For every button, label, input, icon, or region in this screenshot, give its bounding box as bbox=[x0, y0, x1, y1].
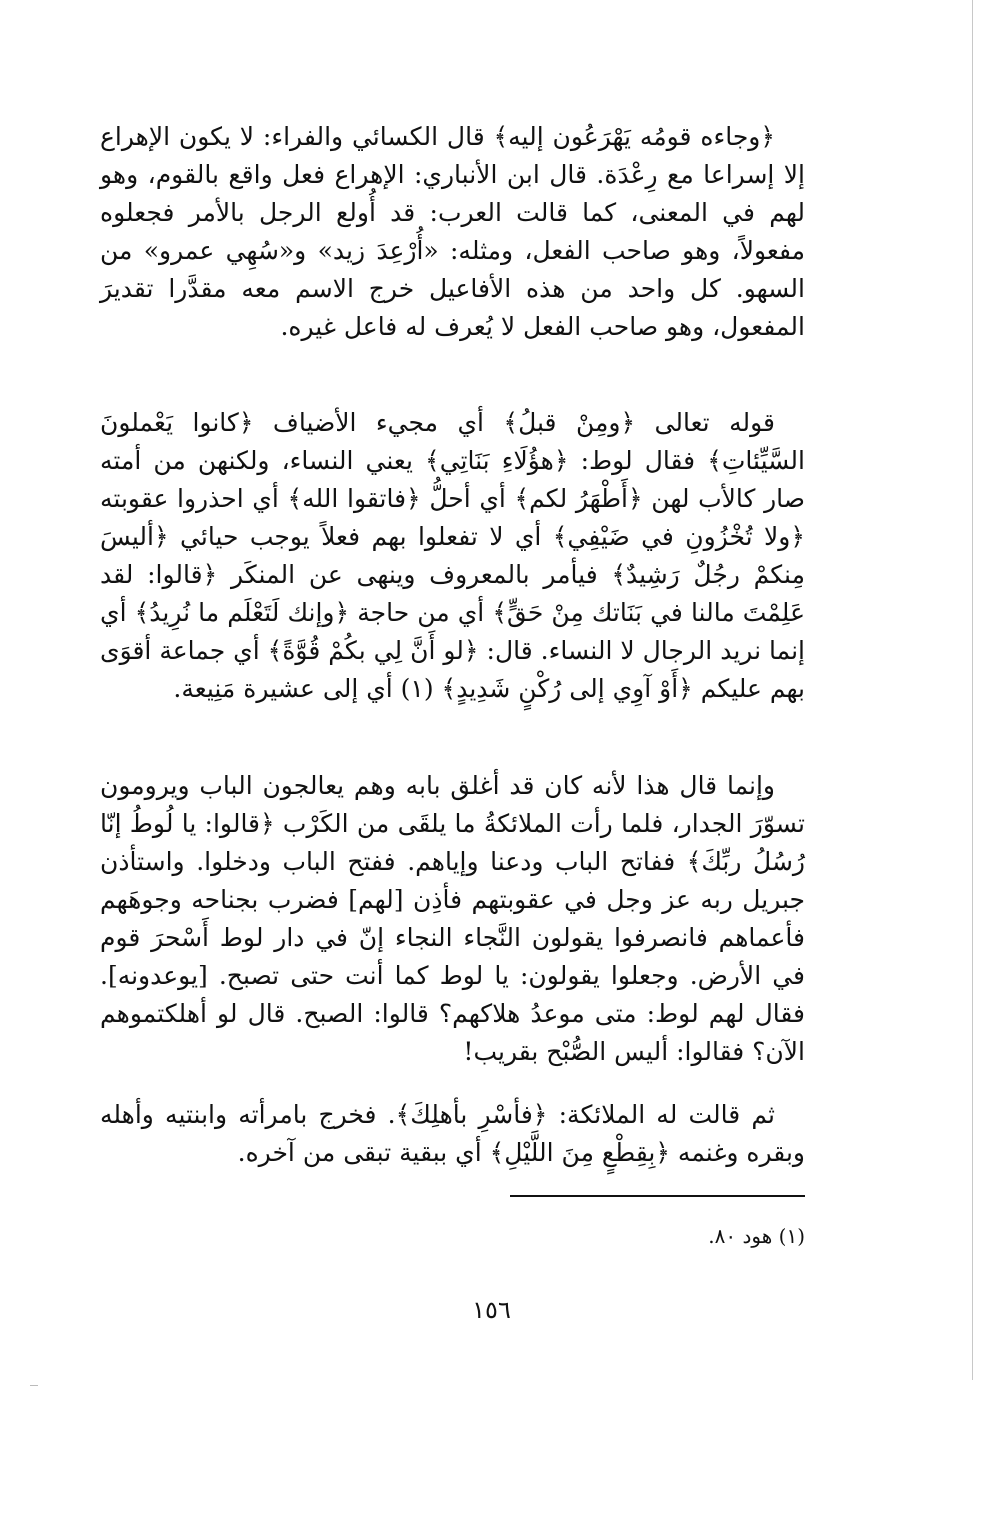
paragraph-3-text: وإنما قال هذا لأنه كان قد أغلق بابه وهم يعالجون الباب ويرومون تسوّرَ الجدار، فلما رأت الملائكةُ ما يلقَى من الكَرْب ﴿قالوا: يا لُوطُ إنّا رُسُلُ ربِّكَ﴾ ففاتح الباب ودعنا وإياهم. ففتح الباب ودخلوا. واستأذن جبريل ربه عز وجل في عقوبتهم فأذِن [لهم] فضرب بجناحه وجوهَهم فأعماهم فانصرفوا يقولون النَّجاء النجاء إنّ في دار لوط أَسْحرَ قوم في الأرض. وجعلوا يقولون: يا لوط كما أنت حتى تصبح. [يوعدونه]. فقال لهم لوط: متى موعدُ هلاكهم؟ قالوا: الصبح. قال لو أهلكتموهم الآن؟ فقالوا: أليس الصُّبْح بقريب! bbox=[100, 771, 805, 1066]
footnote: (١) هود ٨٠. bbox=[708, 1224, 805, 1248]
footnote-divider bbox=[510, 1195, 805, 1197]
paragraph-3 bbox=[100, 767, 805, 1071]
paragraph-4 bbox=[100, 1096, 805, 1172]
paragraph-2-text: قوله تعالى ﴿ومِنْ قبلُ﴾ أي مجيء الأضياف ﴿كانوا يَعْملونَ السَّيِّئاتِ﴾ فقال لوط: ﴿هؤُلَاءِ بَنَاتِي﴾ يعني النساء، ولكنهن من أمته صار كالأب لهن ﴿أَطْهَرُ لكم﴾ أي أحلُّ ﴿فاتقوا الله﴾ أي احذروا عقوبته ﴿ولا تُخْزُونِ في ضَيْفِي﴾ أي لا تفعلوا بهم فعلاً يوجب حيائي ﴿أليسَ مِنكمْ رجُلٌ رَشِيدٌ﴾ فيأمر بالمعروف وينهى عن المنكَر ﴿قالوا: لقد عَلِمْتَ مالنا في بَنَاتك مِنْ حَقٍّ﴾ أي من حاجة ﴿وإنك لَتَعْلَم ما نُرِيدُ﴾ أي إنما نريد الرجال لا النساء. قال: ﴿لو أَنَّ لِي بكُمْ قُوَّةً﴾ أي جماعة أقوَى بهم عليكم ﴿أَوْ آوِي إلى رُكْنٍ شَدِيدٍ﴾ (١) أي إلى عشيرة مَنِيعة. bbox=[100, 408, 805, 703]
paragraph-2 bbox=[100, 404, 805, 708]
page-number: ١٥٦ bbox=[472, 1296, 511, 1324]
scan-speck bbox=[30, 1385, 38, 1386]
paragraph-4-text: ثم قالت له الملائكة: ﴿فأسْرِ بأهلِكَ﴾. فخرج بامرأته وابنتيه وأهله وبقره وغنمه ﴿بِقِطْعٍ مِنَ اللَّيْلِ﴾ أي ببقية تبقى من آخره. bbox=[100, 1100, 805, 1167]
paragraph-1-text: ﴿وجاءه قومُه يَهْرَعُون إليه﴾ قال الكسائي والفراء: لا يكون الإهراع إلا إسراعا مع رِعْدَة. قال ابن الأنباري: الإهراع فعل واقع بالقوم، وهو لهم في المعنى، كما قالت العرب: قد أُولع الرجل بالأمر فجعلوه مفعولاً، وهو صاحب الفعل، ومثله: «أُرْعِدَ زيد» و«سُهِي عمرو» من السهو. كل واحد من هذه الأفاعيل خرج الاسم معه مقدَّرا تقديرَ المفعول، وهو صاحب الفعل لا يُعرف له فاعل غيره. bbox=[100, 122, 805, 341]
paragraph-1 bbox=[100, 118, 805, 346]
scan-edge-line bbox=[972, 0, 973, 1380]
